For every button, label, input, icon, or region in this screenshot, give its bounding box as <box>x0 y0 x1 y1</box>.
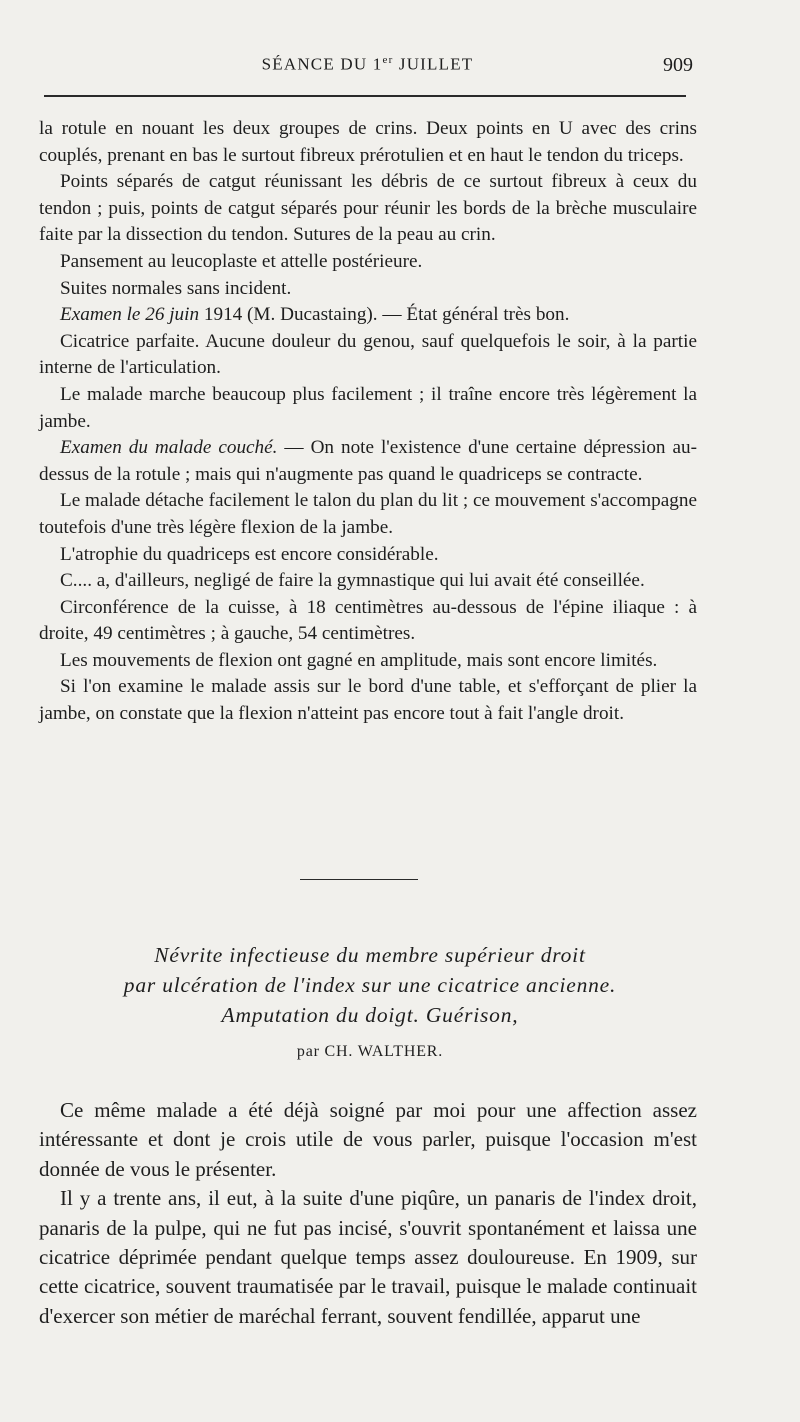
paragraph: Les mouvements de flexion ont gagné en amplitude, mais sont encore limités. <box>60 649 658 671</box>
paragraph: Il y a trente ans, il eut, à la suite d'une piqûre, un panaris de l'index droit, panaris de la pulpe, qui ne fut pas incisé, s'ouvrit spontanément et laissa une cicatrice déprimée pendant quelque temps assez douloureuse. En 1909, sur cette cicatrice, souvent traumatisée par le travail, puisque le malade continuait d'exercer son métier de maréchal ferrant, souvent fendillée, apparut une <box>39 1186 697 1328</box>
italic-lead: Examen du malade couché. <box>60 437 278 459</box>
paragraph: Points séparés de catgut réunissant les débris de ce surtout fibreux à ceux du tendon ; puis, points de catgut séparés pour réunir les bords de la brèche musculaire faite par la dissection du tendon. Sutures de la peau au crin. <box>39 171 697 246</box>
page-header <box>40 54 695 84</box>
italic-lead: Examen le 26 juin <box>60 304 200 326</box>
running-head-tail: JUILLET <box>393 54 474 74</box>
paragraph: Cicatrice parfaite. Aucune douleur du genou, sauf quelquefois le soir, à la partie interne de l'articulation. <box>39 330 697 379</box>
title-line: Amputation du doigt. Guérison, <box>221 1003 519 1027</box>
body-text-continued <box>39 116 697 728</box>
article-title <box>60 940 680 1030</box>
running-head-text: SÉANCE DU 1 <box>261 54 383 74</box>
paragraph: Circonférence de la cuisse, à 18 centimètres au-dessous de l'épine iliaque : à droite, 49 centimètres ; à gauche, 54 centimètres. <box>39 596 697 645</box>
paragraph: Ce même malade a été déjà soigné par moi pour une affection assez intéressante et dont je crois utile de vous parler, puisque l'occasion m'est donnée de vous le présenter. <box>39 1098 697 1181</box>
author-byline: par CH. WALTHER. <box>296 1043 444 1060</box>
paragraph: Examen du malade couché. — On note l'existence d'une certaine dépression au-dessus de la rotule ; mais qui n'augmente pas quand le quadriceps se contracte. <box>39 437 697 485</box>
paragraph: la rotule en nouant les deux groupes de crins. Deux points en U avec des crins couplés, prenant en bas le surtout fibreux prérotulien et en haut le tendon du triceps. <box>39 118 697 166</box>
paragraph: Si l'on examine le malade assis sur le bord d'une table, et s'efforçant de plier la jambe, on constate que la flexion n'atteint pas encore tout à fait l'angle droit. <box>39 676 697 725</box>
section-divider <box>300 879 418 880</box>
running-head-superscript: er <box>382 54 394 66</box>
paragraph: Pansement au leucoplaste et attelle postérieure. <box>60 250 423 272</box>
title-line: par ulcération de l'index sur une cicatrice ancienne. <box>123 973 617 997</box>
page-number: 909 <box>663 54 693 76</box>
paragraph: Examen le 26 juin 1914 (M. Ducastaing). — État général très bon. <box>60 304 570 326</box>
title-line: Névrite infectieuse du membre supérieur droit <box>154 943 586 967</box>
article-body <box>39 1096 697 1331</box>
running-head <box>40 54 695 75</box>
paragraph: C.... a, d'ailleurs, negligé de faire la gymnastique qui lui avait été conseillée. <box>60 570 645 592</box>
paragraph: Suites normales sans incident. <box>60 277 292 299</box>
header-rule <box>44 95 686 97</box>
paragraph: Le malade détache facilement le talon du plan du lit ; ce mouvement s'accompagne toutefois d'une très légère flexion de la jambe. <box>39 490 697 538</box>
paragraph: L'atrophie du quadriceps est encore considérable. <box>60 543 439 565</box>
paragraph: Le malade marche beaucoup plus facilement ; il traîne encore très légèrement la jambe. <box>39 383 697 432</box>
